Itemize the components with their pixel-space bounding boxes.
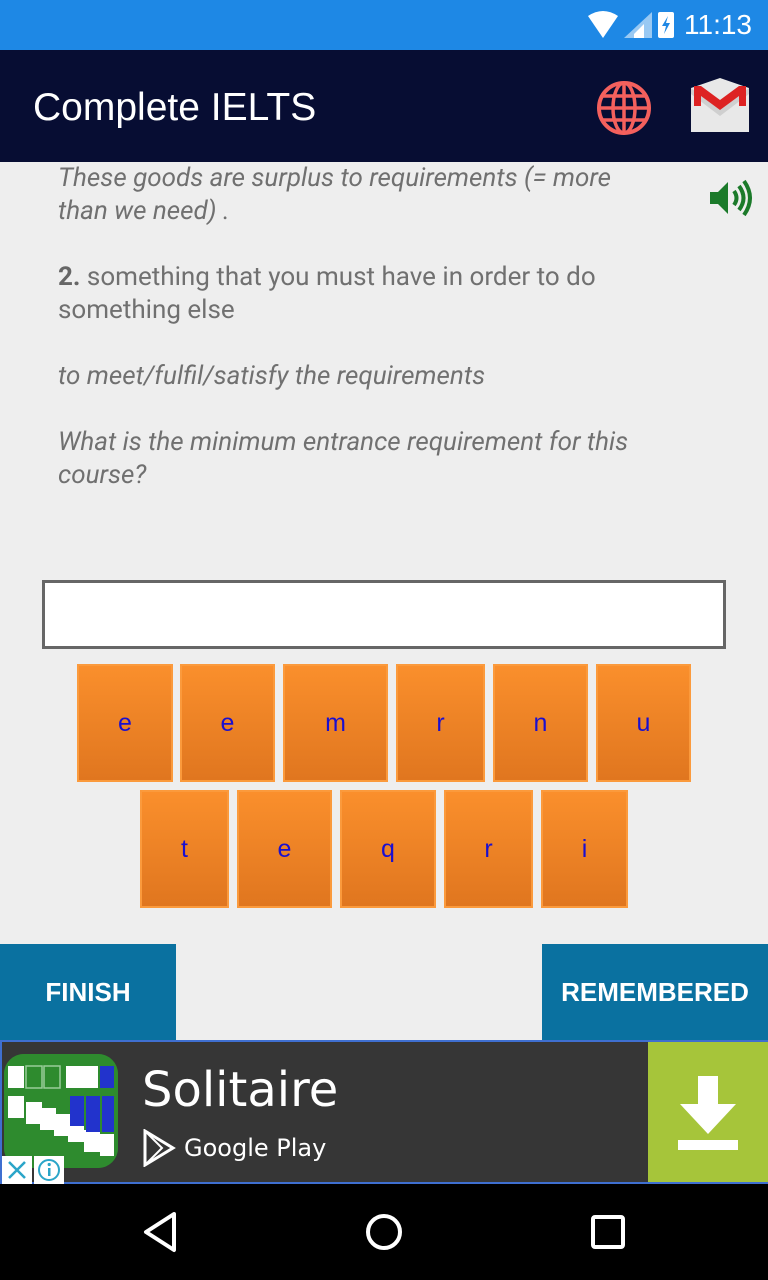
wifi-icon	[588, 11, 618, 38]
ad-banner[interactable]	[0, 1040, 768, 1184]
gmail-icon[interactable]	[689, 76, 751, 134]
letter-tile[interactable]: e	[237, 790, 332, 908]
sense-text: something that you must have in order to do something else	[58, 262, 596, 325]
app-bar	[0, 50, 768, 162]
home-icon[interactable]	[360, 1208, 408, 1256]
ad-close-icon[interactable]	[2, 1156, 32, 1184]
letter-tile[interactable]: m	[283, 664, 388, 782]
letter-tile[interactable]: r	[396, 664, 485, 782]
google-play-badge	[142, 1128, 326, 1168]
letter-tile[interactable]: u	[596, 664, 691, 782]
navigation-bar	[0, 1184, 768, 1280]
sense-2	[58, 261, 698, 327]
google-play-icon	[142, 1129, 176, 1167]
letter-tile[interactable]: t	[140, 790, 229, 908]
solitaire-app-icon	[4, 1054, 118, 1168]
letter-tile[interactable]: q	[340, 790, 436, 908]
ad-title: Solitaire	[142, 1062, 339, 1118]
letter-tile[interactable]: e	[180, 664, 275, 782]
example-sentence-clipped: These goods are surplus to requirements (= more	[58, 163, 612, 193]
definition-text	[58, 162, 698, 552]
finish-button[interactable]: FINISH	[0, 944, 176, 1040]
store-label: Google Play	[184, 1134, 327, 1162]
speaker-icon[interactable]	[708, 178, 754, 218]
status-time: 11:13	[684, 9, 752, 40]
download-icon	[648, 1042, 768, 1182]
answer-input[interactable]	[42, 580, 726, 649]
sense-number: 2.	[58, 262, 81, 292]
status-bar	[0, 0, 768, 50]
example-sentence-end: than we need) .	[58, 196, 230, 226]
letter-tile[interactable]: i	[541, 790, 628, 908]
globe-icon[interactable]	[596, 80, 652, 136]
letter-tile[interactable]: n	[493, 664, 588, 782]
back-icon[interactable]	[136, 1208, 184, 1256]
ad-info-icon[interactable]	[34, 1156, 64, 1184]
example-sentence: What is the minimum entrance requirement for this course?	[58, 427, 629, 490]
letter-tile[interactable]: r	[444, 790, 533, 908]
letter-tile[interactable]: e	[77, 664, 173, 782]
remembered-button[interactable]: REMEMBERED	[542, 944, 768, 1040]
app-title: Complete IELTS	[33, 86, 317, 129]
example-collocation: to meet/fulfil/satisfy the requirements	[58, 361, 486, 391]
status-icons	[586, 10, 676, 40]
recents-icon[interactable]	[584, 1208, 632, 1256]
download-button[interactable]	[648, 1042, 768, 1182]
